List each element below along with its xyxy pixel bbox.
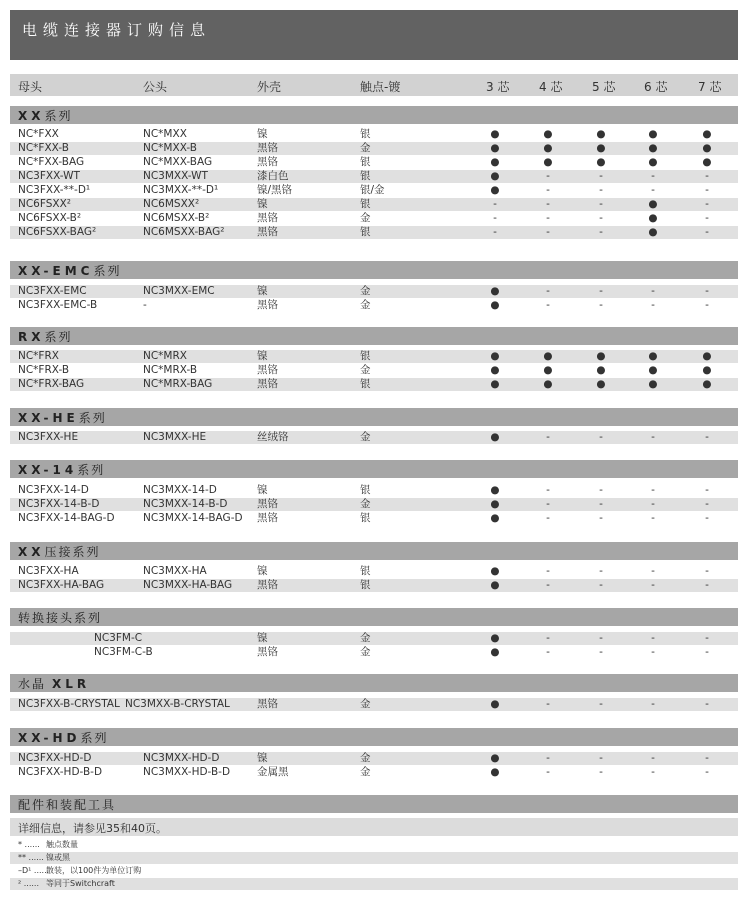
cell-4-pin: - bbox=[546, 698, 550, 710]
cell-male: NC3MXX-HA bbox=[143, 565, 207, 577]
header-female: 母头 bbox=[18, 80, 43, 94]
cell-shell: 镍 bbox=[257, 198, 268, 210]
table-row bbox=[10, 579, 738, 592]
cell-6-pin: ● bbox=[648, 212, 658, 224]
cell-male: - bbox=[143, 299, 147, 311]
cell-3-pin: ● bbox=[490, 285, 500, 297]
cell-7-pin: ● bbox=[702, 350, 712, 362]
table-row bbox=[10, 512, 738, 525]
section-header bbox=[10, 261, 738, 279]
page-title: 电缆连接器订购信息 bbox=[22, 21, 212, 39]
cell-7-pin: ● bbox=[702, 156, 712, 168]
cell-6-pin: - bbox=[651, 565, 655, 577]
cell-shell: 黑铬 bbox=[257, 378, 278, 390]
cell-7-pin: - bbox=[705, 565, 709, 577]
cell-4-pin: - bbox=[546, 579, 550, 591]
footnote bbox=[10, 839, 738, 851]
section-title-rest: 转换接头系列 bbox=[18, 611, 103, 625]
cell-shell: 黑铬 bbox=[257, 142, 278, 154]
table-row bbox=[10, 142, 738, 155]
cell-plating: 银 bbox=[360, 156, 371, 168]
header-male: 公头 bbox=[143, 80, 168, 94]
accessories-note bbox=[10, 818, 738, 836]
cell-3-pin: ● bbox=[490, 752, 500, 764]
cell-plating: 金 bbox=[360, 752, 371, 764]
cell-plating: 银 bbox=[360, 170, 371, 182]
footnote-symbol: ** ...... bbox=[18, 853, 44, 862]
cell-6-pin: ● bbox=[648, 364, 658, 376]
cell-plating: 银 bbox=[360, 226, 371, 238]
cell-plating: 银/金 bbox=[360, 184, 385, 196]
table-row bbox=[10, 431, 738, 444]
cell-female: NC3FXX-HD-B-D bbox=[18, 766, 103, 778]
cell-shell: 黑铬 bbox=[257, 698, 278, 710]
cell-3-pin: ● bbox=[490, 378, 500, 390]
section-title-bold: XLR bbox=[52, 677, 91, 691]
cell-6-pin: ● bbox=[648, 378, 658, 390]
cell-plating: 银 bbox=[360, 512, 371, 524]
cell-female: NC3FXX-HD-D bbox=[18, 752, 92, 764]
table-row bbox=[10, 184, 738, 197]
cell-5-pin: ● bbox=[596, 350, 606, 362]
section-title-rest: 水晶 bbox=[18, 677, 47, 691]
cell-4-pin: - bbox=[546, 212, 550, 224]
section-title-bold: XX-HD bbox=[18, 731, 81, 745]
cell-7-pin: - bbox=[705, 698, 709, 710]
cell-5-pin: - bbox=[599, 198, 603, 210]
cell-4-pin: - bbox=[546, 184, 550, 196]
cell-6-pin: - bbox=[651, 632, 655, 644]
cell-3-pin: ● bbox=[490, 498, 500, 510]
cell-male: NC3MXX-14-BAG-D bbox=[143, 512, 243, 524]
cell-female: NC3FXX-14-B-D bbox=[18, 498, 100, 510]
cell-5-pin: - bbox=[599, 752, 603, 764]
cell-6-pin: - bbox=[651, 498, 655, 510]
cell-female: NC3FXX-14-D bbox=[18, 484, 89, 496]
footnote-text: 镍或黑 bbox=[46, 853, 70, 862]
cell-plating: 金 bbox=[360, 431, 371, 443]
cell-female: NC3FXX-14-BAG-D bbox=[18, 512, 115, 524]
section-header bbox=[10, 106, 738, 124]
cell-4-pin: - bbox=[546, 198, 550, 210]
cell-7-pin: - bbox=[705, 752, 709, 764]
title-bar bbox=[10, 10, 738, 60]
cell-male: NC3MXX-HD-D bbox=[143, 752, 220, 764]
cell-6-pin: - bbox=[651, 646, 655, 658]
section-title-bold: XX bbox=[18, 109, 45, 123]
header-4-pin: 4 芯 bbox=[539, 80, 563, 94]
section-header-accessories bbox=[10, 795, 738, 813]
header-5-pin: 5 芯 bbox=[592, 80, 616, 94]
cell-3-pin: ● bbox=[490, 142, 500, 154]
cell-shell: 丝绒铬 bbox=[257, 431, 289, 443]
table-row bbox=[10, 350, 738, 363]
header-6-pin: 6 芯 bbox=[644, 80, 668, 94]
cell-shell: 镍 bbox=[257, 632, 268, 644]
cell-7-pin: - bbox=[705, 198, 709, 210]
cell-4-pin: - bbox=[546, 226, 550, 238]
section-title-rest: 系列 bbox=[77, 463, 106, 477]
cell-3-pin: - bbox=[493, 198, 497, 210]
cell-3-pin: - bbox=[493, 226, 497, 238]
table-row bbox=[10, 565, 738, 578]
cell-5-pin: - bbox=[599, 498, 603, 510]
footnote bbox=[10, 865, 738, 877]
section-title-rest: 系列 bbox=[44, 109, 73, 123]
cell-plating: 金 bbox=[360, 299, 371, 311]
cell-plating: 银 bbox=[360, 484, 371, 496]
cell-3-pin: ● bbox=[490, 350, 500, 362]
cell-7-pin: ● bbox=[702, 378, 712, 390]
cell-shell: 黑铬 bbox=[257, 579, 278, 591]
cell-7-pin: - bbox=[705, 766, 709, 778]
cell-3-pin: - bbox=[493, 212, 497, 224]
cell-7-pin: - bbox=[705, 484, 709, 496]
cell-shell: 镍 bbox=[257, 285, 268, 297]
section-title-bold: XX bbox=[18, 545, 45, 559]
section-header bbox=[10, 327, 738, 345]
cell-male: NC3MXX-HE bbox=[143, 431, 207, 443]
cell-female: NC3FXX-EMC-B bbox=[18, 299, 98, 311]
cell-shell: 镍 bbox=[257, 484, 268, 496]
cell-4-pin: - bbox=[546, 565, 550, 577]
table-row bbox=[10, 198, 738, 211]
section-title-bold: RX bbox=[18, 330, 45, 344]
section-title-bold: XX-EMC bbox=[18, 264, 94, 278]
cell-5-pin: ● bbox=[596, 128, 606, 140]
cell-4-pin: - bbox=[546, 431, 550, 443]
cell-shell: 镍 bbox=[257, 350, 268, 362]
cell-shell: 镍 bbox=[257, 565, 268, 577]
accessories-note-text: 详细信息，请参见35和40页。 bbox=[18, 822, 167, 835]
table-row bbox=[10, 698, 738, 711]
table-row bbox=[10, 299, 738, 312]
table-row bbox=[10, 646, 738, 659]
cell-shell: 黑铬 bbox=[257, 498, 278, 510]
cell-3-pin: ● bbox=[490, 766, 500, 778]
cell-3-pin: ● bbox=[490, 184, 500, 196]
cell-female: NC*FXX-BAG bbox=[18, 156, 85, 168]
cell-3-pin: ● bbox=[490, 698, 500, 710]
cell-5-pin: - bbox=[599, 212, 603, 224]
footnote-symbol: –D¹ ...... bbox=[18, 866, 50, 875]
footnote-symbol: * ...... bbox=[18, 840, 40, 849]
cell-female: NC3FXX-HA bbox=[18, 565, 79, 577]
section-header bbox=[10, 408, 738, 426]
cell-7-pin: - bbox=[705, 431, 709, 443]
cell-shell: 镍/黑铬 bbox=[257, 184, 293, 196]
cell-male: NC3MXX-HA-BAG bbox=[143, 579, 233, 591]
cell-6-pin: - bbox=[651, 512, 655, 524]
cell-shell: 镍 bbox=[257, 128, 268, 140]
cell-5-pin: - bbox=[599, 632, 603, 644]
cell-5-pin: ● bbox=[596, 142, 606, 154]
cell-7-pin: ● bbox=[702, 364, 712, 376]
cell-6-pin: ● bbox=[648, 350, 658, 362]
cell-3-pin: ● bbox=[490, 632, 500, 644]
cell-4-pin: - bbox=[546, 285, 550, 297]
cell-4-pin: ● bbox=[543, 378, 553, 390]
cell-6-pin: - bbox=[651, 285, 655, 297]
cell-5-pin: - bbox=[599, 766, 603, 778]
cell-3-pin: ● bbox=[490, 364, 500, 376]
cell-5-pin: - bbox=[599, 579, 603, 591]
table-row bbox=[10, 484, 738, 497]
cell-plating: 金 bbox=[360, 212, 371, 224]
cell-7-pin: - bbox=[705, 170, 709, 182]
cell-female: NC*FXX bbox=[18, 128, 59, 140]
cell-shell: 漆白色 bbox=[257, 170, 289, 182]
cell-male: NC3MXX-WT bbox=[143, 170, 208, 182]
cell-6-pin: ● bbox=[648, 156, 658, 168]
table-row bbox=[10, 766, 738, 779]
accessories-title: 配件和装配工具 bbox=[18, 798, 117, 812]
cell-female: NC3FXX-**-D¹ bbox=[18, 184, 91, 196]
cell-plating: 银 bbox=[360, 378, 371, 390]
section-title-rest: 系列 bbox=[93, 264, 122, 278]
cell-5-pin: - bbox=[599, 226, 603, 238]
cell-6-pin: - bbox=[651, 698, 655, 710]
footnote bbox=[10, 852, 738, 864]
section-header bbox=[10, 460, 738, 478]
cell-male: NC*MRX-BAG bbox=[143, 378, 213, 390]
cell-3-pin: ● bbox=[490, 299, 500, 311]
table-row bbox=[10, 752, 738, 765]
table-row bbox=[10, 498, 738, 511]
cell-shell: 黑铬 bbox=[257, 212, 278, 224]
cell-7-pin: ● bbox=[702, 128, 712, 140]
cell-plating: 银 bbox=[360, 198, 371, 210]
section-title-rest: 系列 bbox=[44, 330, 73, 344]
cell-female: NC*FRX-BAG bbox=[18, 378, 85, 390]
cell-plating: 银 bbox=[360, 579, 371, 591]
cell-4-pin: - bbox=[546, 498, 550, 510]
cell-male: NC3FM-C-B bbox=[94, 646, 153, 658]
table-row bbox=[10, 212, 738, 225]
cell-4-pin: - bbox=[546, 646, 550, 658]
cell-male: NC*MRX-B bbox=[143, 364, 198, 376]
cell-7-pin: - bbox=[705, 285, 709, 297]
cell-plating: 银 bbox=[360, 350, 371, 362]
section-title-bold: XX-HE bbox=[18, 411, 79, 425]
cell-shell: 镍 bbox=[257, 752, 268, 764]
cell-3-pin: ● bbox=[490, 431, 500, 443]
cell-6-pin: ● bbox=[648, 128, 658, 140]
cell-female: NC6FSXX² bbox=[18, 198, 71, 210]
cell-shell: 黑铬 bbox=[257, 226, 278, 238]
cell-6-pin: - bbox=[651, 752, 655, 764]
cell-male: NC3MXX-HD-B-D bbox=[143, 766, 231, 778]
cell-female: NC3FXX-WT bbox=[18, 170, 80, 182]
section-header bbox=[10, 728, 738, 746]
cell-3-pin: ● bbox=[490, 128, 500, 140]
cell-3-pin: ● bbox=[490, 646, 500, 658]
table-row bbox=[10, 226, 738, 239]
table-row bbox=[10, 632, 738, 645]
cell-plating: 金 bbox=[360, 285, 371, 297]
cell-male: NC3MXX-14-B-D bbox=[143, 498, 228, 510]
header-7-pin: 7 芯 bbox=[698, 80, 722, 94]
cell-plating: 金 bbox=[360, 646, 371, 658]
cell-4-pin: - bbox=[546, 484, 550, 496]
cell-6-pin: ● bbox=[648, 198, 658, 210]
footnote-symbol: ² ...... bbox=[18, 879, 40, 888]
cell-4-pin: ● bbox=[543, 128, 553, 140]
cell-female: NC3FXX-HE bbox=[18, 431, 79, 443]
cell-6-pin: - bbox=[651, 484, 655, 496]
cell-female: NC*FRX-B bbox=[18, 364, 70, 376]
cell-5-pin: ● bbox=[596, 364, 606, 376]
cell-5-pin: - bbox=[599, 170, 603, 182]
cell-5-pin: - bbox=[599, 646, 603, 658]
cell-3-pin: ● bbox=[490, 565, 500, 577]
cell-plating: 金 bbox=[360, 364, 371, 376]
cell-plating: 金 bbox=[360, 698, 371, 710]
table-row bbox=[10, 364, 738, 377]
header-plating: 触点-镀 bbox=[360, 80, 401, 94]
cell-5-pin: - bbox=[599, 512, 603, 524]
cell-7-pin: - bbox=[705, 512, 709, 524]
cell-4-pin: - bbox=[546, 512, 550, 524]
cell-4-pin: ● bbox=[543, 156, 553, 168]
cell-7-pin: - bbox=[705, 579, 709, 591]
cell-7-pin: - bbox=[705, 212, 709, 224]
cell-male: NC6MSXX² bbox=[143, 198, 200, 210]
cell-female: NC3FXX-HA-BAG bbox=[18, 579, 105, 591]
footnote bbox=[10, 878, 738, 890]
cell-4-pin: ● bbox=[543, 350, 553, 362]
header-shell: 外壳 bbox=[257, 80, 282, 94]
section-header bbox=[10, 542, 738, 560]
cell-7-pin: ● bbox=[702, 142, 712, 154]
cell-4-pin: - bbox=[546, 299, 550, 311]
cell-3-pin: ● bbox=[490, 484, 500, 496]
cell-shell: 黑铬 bbox=[257, 646, 278, 658]
cell-shell: 黑铬 bbox=[257, 299, 278, 311]
cell-4-pin: - bbox=[546, 766, 550, 778]
cell-4-pin: - bbox=[546, 752, 550, 764]
cell-male: NC3MXX-14-D bbox=[143, 484, 217, 496]
cell-3-pin: ● bbox=[490, 579, 500, 591]
cell-3-pin: ● bbox=[490, 512, 500, 524]
cell-5-pin: - bbox=[599, 184, 603, 196]
cell-5-pin: ● bbox=[596, 378, 606, 390]
cell-4-pin: ● bbox=[543, 364, 553, 376]
table-row bbox=[10, 378, 738, 391]
cell-7-pin: - bbox=[705, 498, 709, 510]
cell-5-pin: - bbox=[599, 431, 603, 443]
cell-3-pin: ● bbox=[490, 156, 500, 168]
cell-5-pin: - bbox=[599, 565, 603, 577]
cell-7-pin: - bbox=[705, 299, 709, 311]
cell-7-pin: - bbox=[705, 184, 709, 196]
cell-6-pin: - bbox=[651, 299, 655, 311]
section-title-bold: XX-14 bbox=[18, 463, 78, 477]
cell-7-pin: - bbox=[705, 226, 709, 238]
cell-6-pin: - bbox=[651, 431, 655, 443]
cell-plating: 银 bbox=[360, 565, 371, 577]
section-header bbox=[10, 674, 738, 692]
cell-plating: 金 bbox=[360, 766, 371, 778]
footnote-text: 散装，以100件为单位订购 bbox=[46, 866, 142, 875]
cell-4-pin: - bbox=[546, 170, 550, 182]
cell-male: NC3MXX-**-D¹ bbox=[143, 184, 219, 196]
cell-male: NC3MXX-B-CRYSTAL bbox=[125, 698, 230, 710]
cell-plating: 金 bbox=[360, 632, 371, 644]
table-row bbox=[10, 170, 738, 183]
cell-5-pin: - bbox=[599, 484, 603, 496]
cell-plating: 银 bbox=[360, 128, 371, 140]
cell-7-pin: - bbox=[705, 632, 709, 644]
cell-shell: 黑铬 bbox=[257, 364, 278, 376]
section-title-rest: 系列 bbox=[78, 411, 107, 425]
table-header bbox=[10, 74, 738, 96]
cell-4-pin: ● bbox=[543, 142, 553, 154]
cell-plating: 金 bbox=[360, 498, 371, 510]
cell-shell: 金属黑 bbox=[257, 766, 289, 778]
header-3-pin: 3 芯 bbox=[486, 80, 510, 94]
cell-6-pin: - bbox=[651, 170, 655, 182]
cell-male: NC*MXX-BAG bbox=[143, 156, 213, 168]
footnote-text: 触点数量 bbox=[46, 840, 78, 849]
cell-male: NC6MSXX-B² bbox=[143, 212, 210, 224]
cell-shell: 黑铬 bbox=[257, 512, 278, 524]
cell-5-pin: ● bbox=[596, 156, 606, 168]
cell-6-pin: ● bbox=[648, 226, 658, 238]
cell-male: NC*MXX-B bbox=[143, 142, 197, 154]
cell-6-pin: ● bbox=[648, 142, 658, 154]
table-row bbox=[10, 128, 738, 141]
cell-female: NC6FSXX-BAG² bbox=[18, 226, 97, 238]
cell-plating: 金 bbox=[360, 142, 371, 154]
cell-6-pin: - bbox=[651, 579, 655, 591]
cell-shell: 黑铬 bbox=[257, 156, 278, 168]
cell-male: NC*MRX bbox=[143, 350, 187, 362]
cell-7-pin: - bbox=[705, 646, 709, 658]
table-row bbox=[10, 156, 738, 169]
cell-4-pin: - bbox=[546, 632, 550, 644]
section-header bbox=[10, 608, 738, 626]
table-row bbox=[10, 285, 738, 298]
cell-5-pin: - bbox=[599, 285, 603, 297]
cell-male: NC6MSXX-BAG² bbox=[143, 226, 225, 238]
cell-female: NC*FRX bbox=[18, 350, 59, 362]
cell-5-pin: - bbox=[599, 698, 603, 710]
cell-male: NC*MXX bbox=[143, 128, 187, 140]
cell-male: NC3MXX-EMC bbox=[143, 285, 215, 297]
cell-5-pin: - bbox=[599, 299, 603, 311]
cell-6-pin: - bbox=[651, 766, 655, 778]
section-title-rest: 系列 bbox=[80, 731, 109, 745]
cell-male: NC3FM-C bbox=[94, 632, 143, 644]
cell-female: NC6FSXX-B² bbox=[18, 212, 82, 224]
cell-female: NC3FXX-B-CRYSTAL bbox=[18, 698, 120, 710]
cell-female: NC*FXX-B bbox=[18, 142, 69, 154]
cell-female: NC3FXX-EMC bbox=[18, 285, 87, 297]
cell-6-pin: - bbox=[651, 184, 655, 196]
section-title-rest: 压接系列 bbox=[44, 545, 101, 559]
cell-3-pin: ● bbox=[490, 170, 500, 182]
footnote-text: 等同于Switchcraft bbox=[46, 879, 115, 888]
